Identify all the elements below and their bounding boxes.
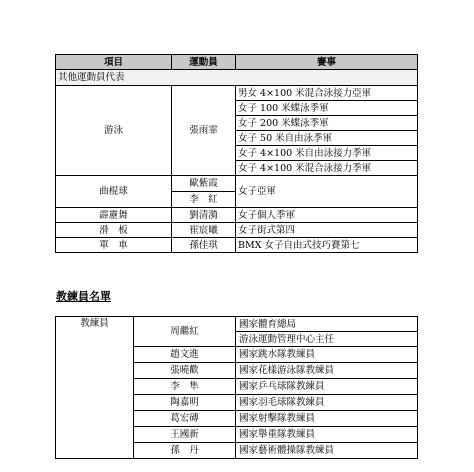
event-cell: 女子 50 米自由泳季軍 bbox=[236, 131, 418, 146]
coach-role: 國家藝術體操隊教練員 bbox=[236, 443, 418, 459]
coach-role: 國家體育總局 bbox=[236, 317, 418, 332]
coach-name: 張曉歡 bbox=[134, 363, 236, 379]
coaches-table bbox=[55, 316, 418, 459]
table-row bbox=[56, 176, 418, 192]
section-row bbox=[56, 70, 418, 86]
coach-list-heading: 教練員名單 bbox=[56, 290, 111, 303]
coach-name: 葛宏磚 bbox=[134, 411, 236, 427]
coach-label: 教練員 bbox=[56, 317, 134, 459]
event-cell: 男女 4×100 米混合泳接力亞軍 bbox=[236, 86, 418, 101]
table-row bbox=[56, 86, 418, 101]
sport-cell: 單 車 bbox=[56, 238, 172, 253]
table-row bbox=[56, 317, 418, 332]
event-cell: 女子亞軍 bbox=[236, 176, 418, 208]
header-event: 賽事 bbox=[236, 55, 418, 70]
coach-role: 國家花樣游泳隊教練員 bbox=[236, 363, 418, 379]
event-cell: 女子街式第四 bbox=[236, 223, 418, 238]
event-cell: 女子 4×100 米自由泳接力季軍 bbox=[236, 146, 418, 161]
athletes-table bbox=[55, 54, 418, 253]
sport-cell: 滑 板 bbox=[56, 223, 172, 238]
athlete-cell: 崔宸曦 bbox=[172, 223, 236, 238]
sport-cell: 霹靂舞 bbox=[56, 208, 172, 223]
table-row bbox=[56, 208, 418, 223]
athlete-cell: 歐紫霞 bbox=[172, 176, 236, 192]
coach-role: 國家乒乓球隊教練員 bbox=[236, 379, 418, 395]
athlete-cell: 孫佳琪 bbox=[172, 238, 236, 253]
event-cell: 女子 4×100 米混合泳接力季軍 bbox=[236, 161, 418, 176]
coach-name: 趙文進 bbox=[134, 347, 236, 363]
coach-role: 游泳運動管理中心主任 bbox=[236, 332, 418, 347]
coach-role: 國家射擊隊教練員 bbox=[236, 411, 418, 427]
coach-name: 孫 丹 bbox=[134, 443, 236, 459]
coach-name: 李 隼 bbox=[134, 379, 236, 395]
table-row bbox=[56, 223, 418, 238]
event-cell: 女子個人季軍 bbox=[236, 208, 418, 223]
event-cell: BMX 女子自由式技巧賽第七 bbox=[236, 238, 418, 253]
coach-role: 國家跳水隊教練員 bbox=[236, 347, 418, 363]
athlete-cell: 劉清漪 bbox=[172, 208, 236, 223]
header-item: 項目 bbox=[56, 55, 172, 70]
table-row bbox=[56, 238, 418, 253]
header-row bbox=[56, 55, 418, 70]
section-label: 其他運動員代表 bbox=[56, 70, 418, 86]
coach-name: 王國新 bbox=[134, 427, 236, 443]
sport-cell: 游泳 bbox=[56, 86, 172, 176]
event-cell: 女子 100 米蝶泳季軍 bbox=[236, 101, 418, 116]
event-cell: 女子 200 米蝶泳季軍 bbox=[236, 116, 418, 131]
sport-cell: 曲棍球 bbox=[56, 176, 172, 208]
athlete-cell: 張雨霏 bbox=[172, 86, 236, 176]
coach-role: 國家舉重隊教練員 bbox=[236, 427, 418, 443]
coach-role: 國家羽毛球隊教練員 bbox=[236, 395, 418, 411]
coach-name: 陶嘉明 bbox=[134, 395, 236, 411]
coach-name: 周繼紅 bbox=[134, 317, 236, 347]
athlete-cell: 李 紅 bbox=[172, 192, 236, 208]
header-athlete: 運動員 bbox=[172, 55, 236, 70]
